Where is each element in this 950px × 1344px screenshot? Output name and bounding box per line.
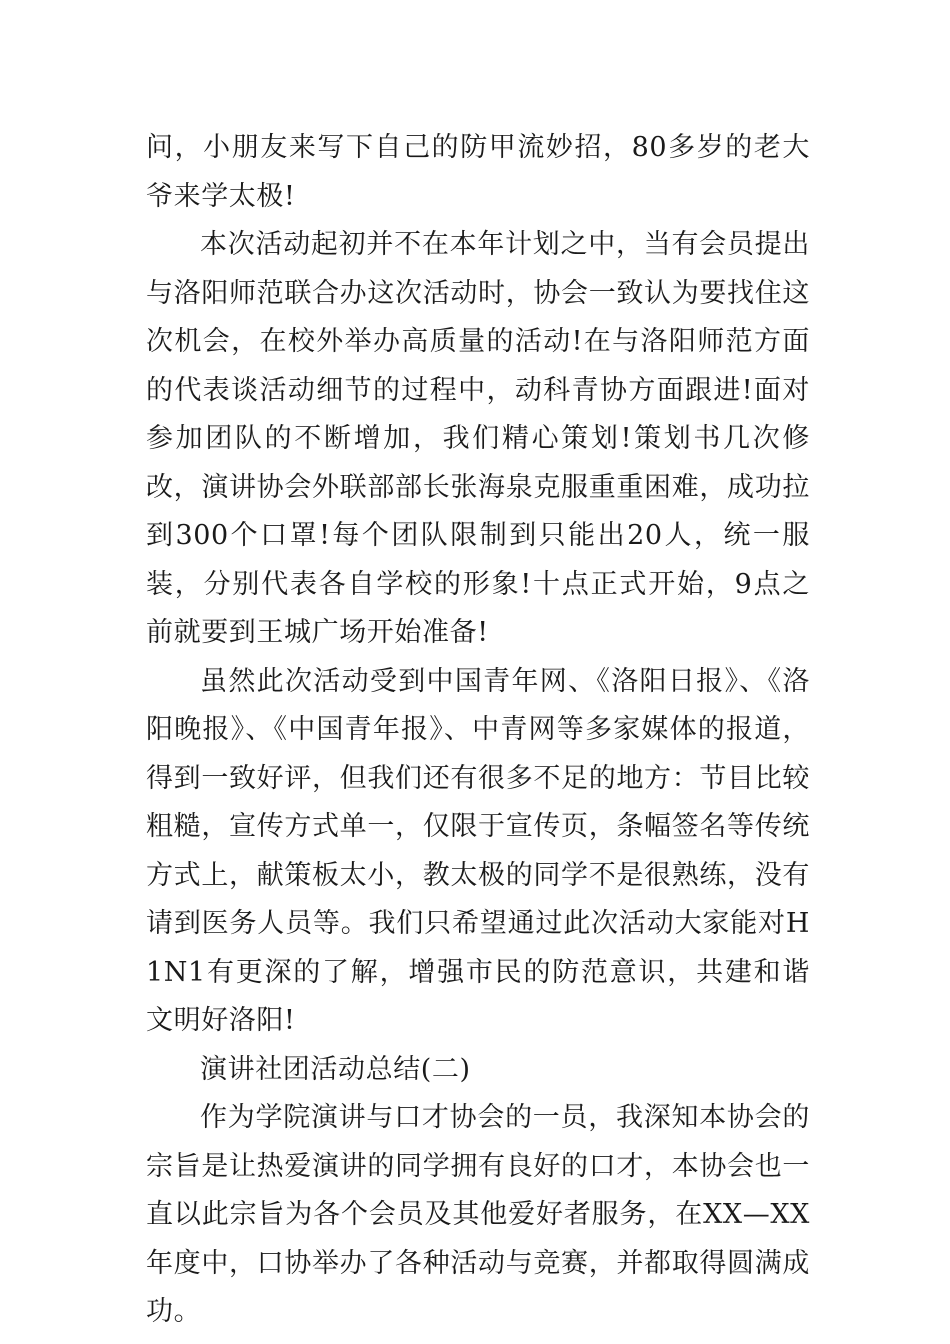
- paragraph-activity-planning: 本次活动起初并不在本年计划之中，当有会员提出与洛阳师范联合办这次活动时，协会一致认为要找住这次机会，在校外举办高质量的活动!在与洛阳师范方面的代表谈活动细节的过程中，动科青协方面跟进!面对参加团队的不断增加，我们精心策划!策划书几次修改，演讲协会外联部部长张海泉克服重重困难，成功拉到300个口罩!每个团队限制到只能出20人，统一服装，分别代表各自学校的形象!十点正式开始，9点之前就要到王城广场开始准备!: [146, 229, 810, 648]
- section-heading: 演讲社团活动总结(二): [200, 1053, 471, 1085]
- document-body: [146, 124, 810, 1337]
- paragraph-continuation: 问，小朋友来写下自己的防甲流妙招，80多岁的老大爷来学太极!: [146, 132, 810, 212]
- paragraph-association-purpose: 作为学院演讲与口才协会的一员，我深知本协会的宗旨是让热爱演讲的同学拥有良好的口才，本协会也一直以此宗旨为各个会员及其他爱好者服务，在XX—XX年度中，口协举办了各种活动与竞赛，并都取得圆满成功。: [146, 1102, 810, 1327]
- paragraph-media-and-shortcomings: 虽然此次活动受到中国青年网、《洛阳日报》、《洛阳晚报》、《中国青年报》、中青网等多家媒体的报道，得到一致好评，但我们还有很多不足的地方：节目比较粗糙，宣传方式单一，仅限于宣传页，条幅签名等传统方式上，献策板太小，教太极的同学不是很熟练，没有请到医务人员等。我们只希望通过此次活动大家能对H1N1有更深的了解，增强市民的防范意识，共建和谐文明好洛阳!: [146, 665, 810, 1036]
